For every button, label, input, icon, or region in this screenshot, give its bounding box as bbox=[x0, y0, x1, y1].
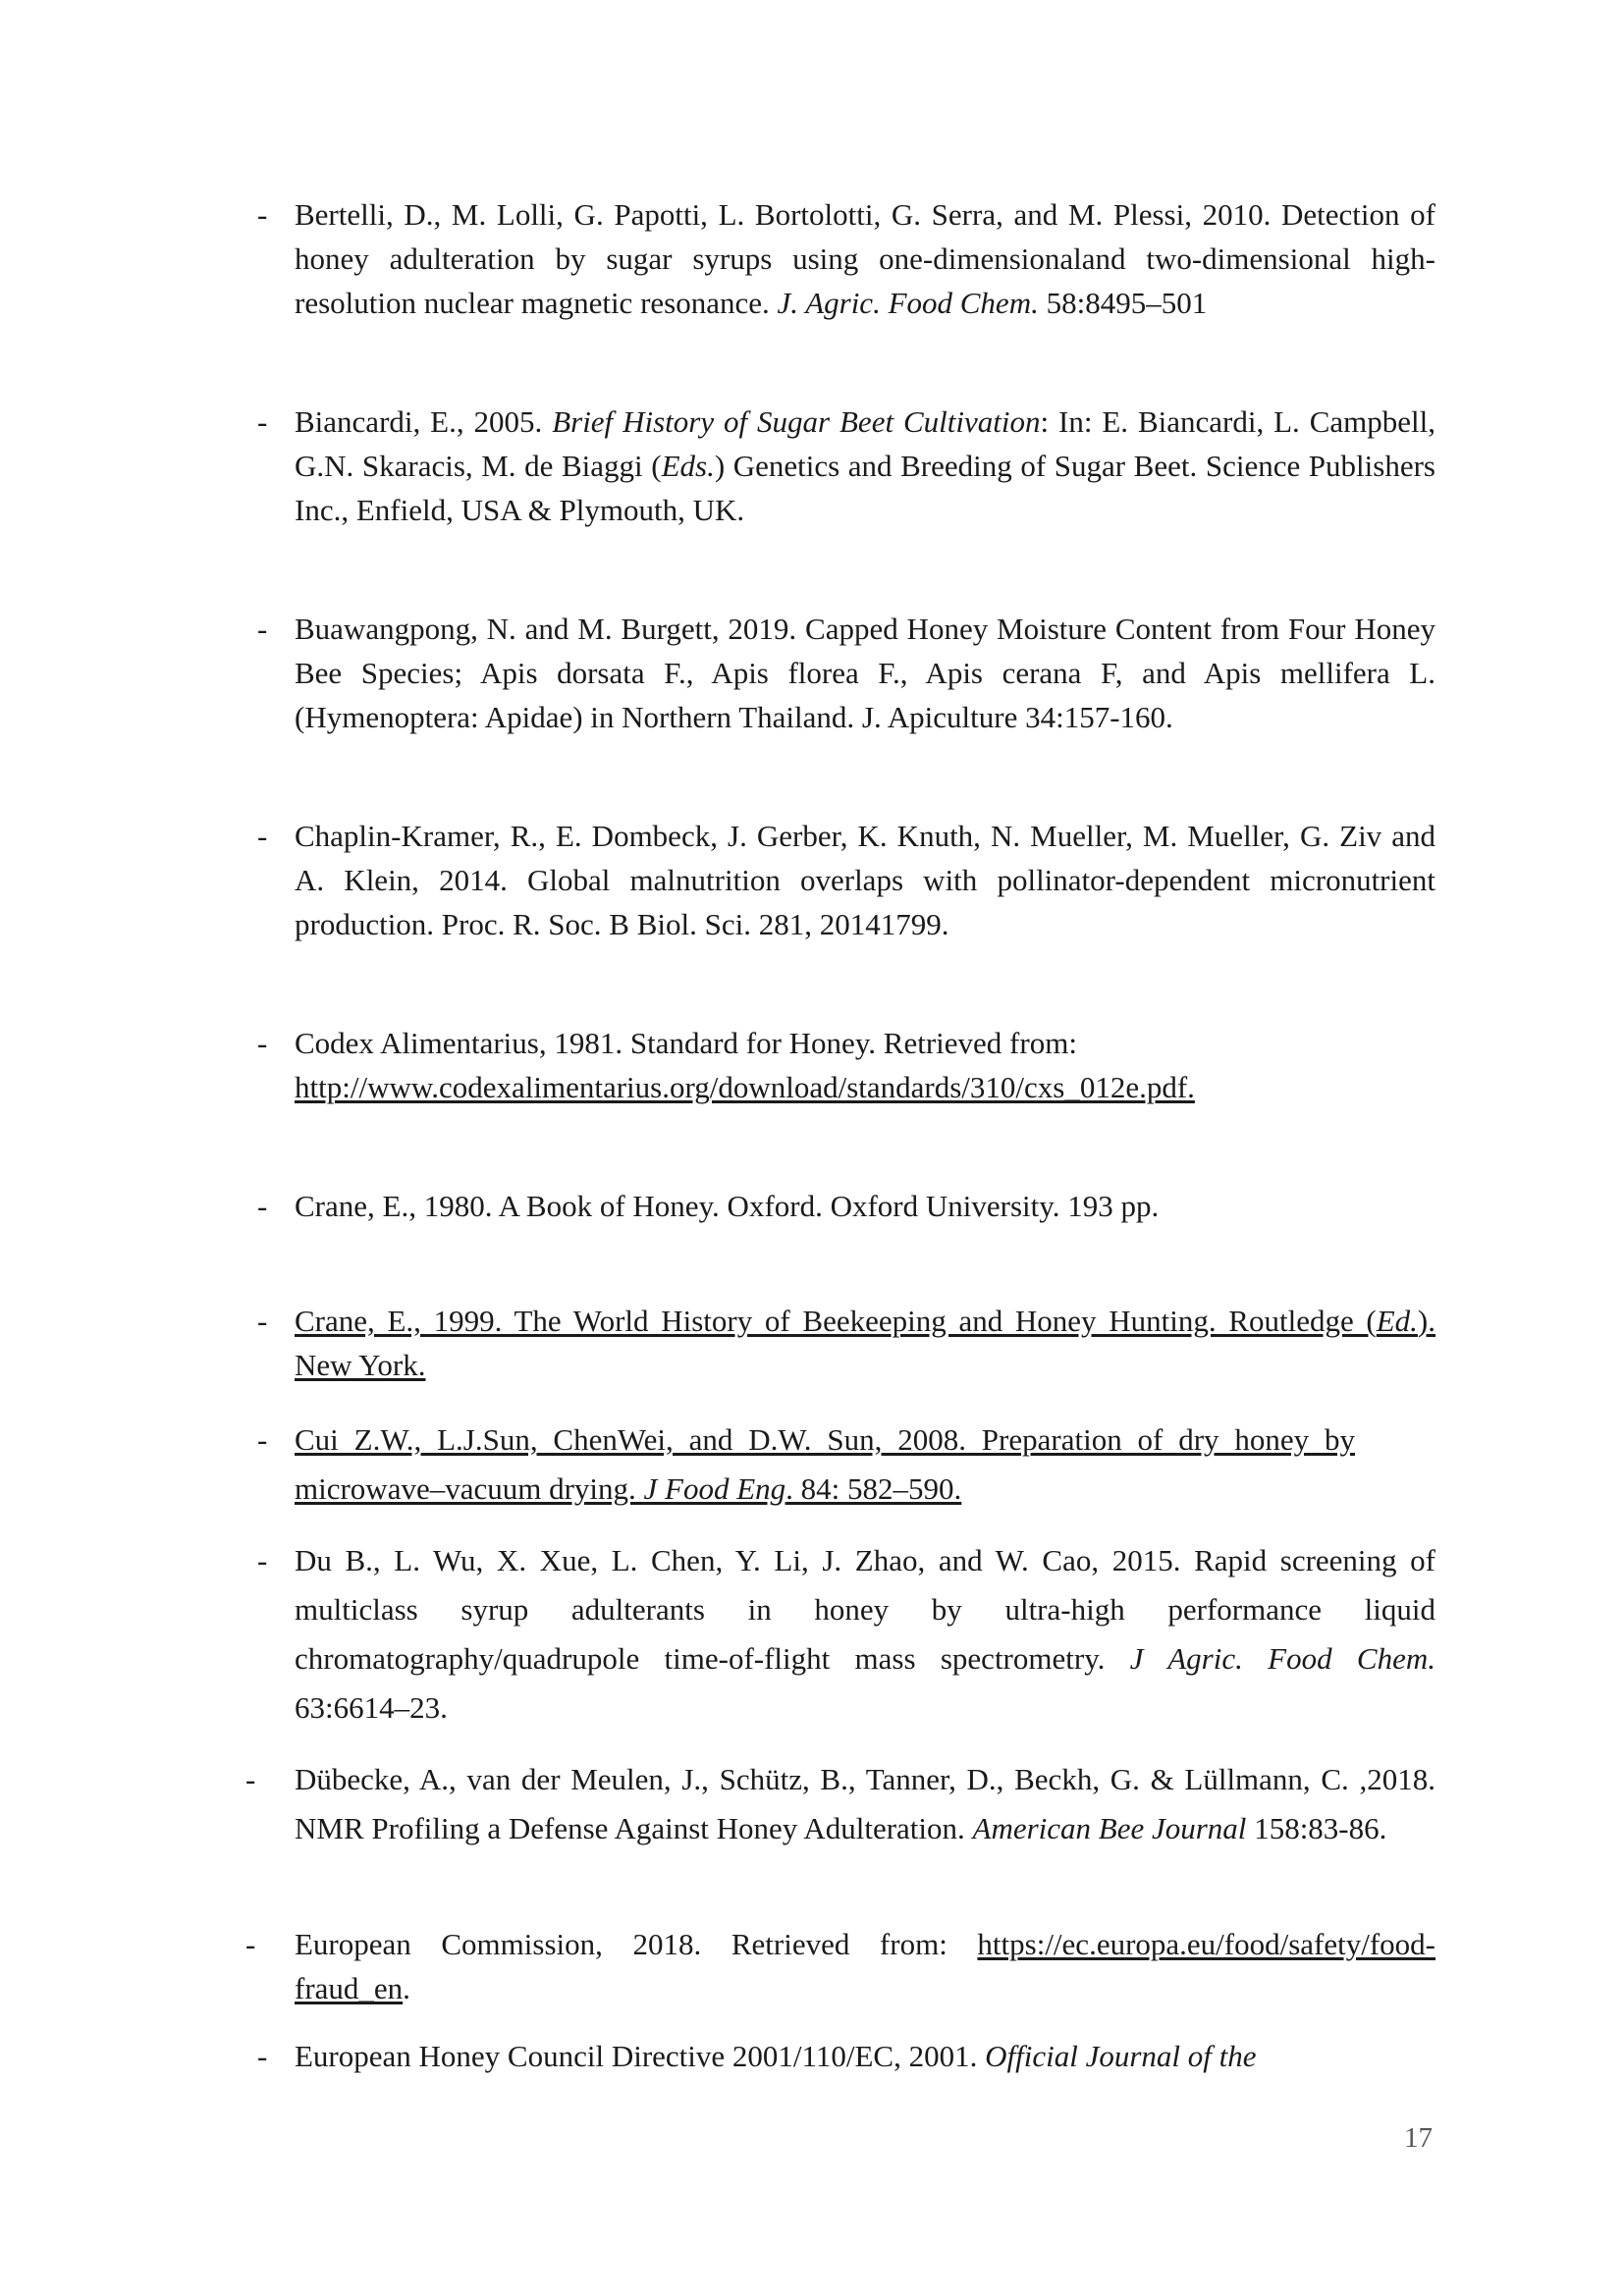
ec-food-fraud-link[interactable]: https://ec.europa.eu/food/safety/food-fraud_en bbox=[295, 1927, 1435, 2005]
list-dash: - bbox=[257, 197, 268, 232]
reference-crane-1980: - Crane, E., 1980. A Book of Honey. Oxford. Oxford University. 193 pp. bbox=[295, 1184, 1435, 1228]
list-dash: - bbox=[245, 1927, 256, 1961]
reference-codex: - Codex Alimentarius, 1981. Standard for Honey. Retrieved from: http://www.codexalimentarius.org/download/standards/310/cxs_012e.pdf. bbox=[295, 1021, 1435, 1109]
list-dash: - bbox=[257, 1422, 268, 1457]
list-dash: - bbox=[257, 1026, 268, 1060]
reference-dubecke: - Dübecke, A., van der Meulen, J., Schütz, B., Tanner, D., Beckh, G. & Lüllmann, C. ,2018. NMR Profiling a Defense Against Honey Adulteration. American Bee Journal 158:83-86. bbox=[295, 1755, 1435, 1853]
reference-du: - Du B., L. Wu, X. Xue, L. Chen, Y. Li, J. Zhao, and W. Cao, 2015. Rapid screening of multiclass syrup adulterants in honey by ultra-high performance liquid chromatography/quadrupole time-of-flight mass spectrometry. J Agric. Food Chem. 63:6614–23. bbox=[295, 1536, 1435, 1733]
list-dash: - bbox=[257, 819, 268, 853]
list-dash: - bbox=[257, 612, 268, 646]
reference-bertelli: - Bertelli, D., M. Lolli, G. Papotti, L. Bortolotti, G. Serra, and M. Plessi, 2010. Detection of honey adulteration by sugar syrups using one-dimensionaland two-dimensional high-resolution nuclear magnetic resonance. J. Agric. Food Chem. 58:8495–501 bbox=[295, 192, 1435, 325]
reference-european-commission: - European Commission, 2018. Retrieved from: https://ec.europa.eu/food/safety/food-fraud_en. bbox=[295, 1922, 1435, 2010]
page-number: 17 bbox=[1404, 2122, 1433, 2154]
list-dash: - bbox=[257, 1543, 268, 1577]
list-dash: - bbox=[257, 2039, 268, 2073]
reference-biancardi: - Biancardi, E., 2005. Brief History of Sugar Beet Cultivation: In: E. Biancardi, L. Campbell, G.N. Skaracis, M. de Biaggi (Eds.) Genetics and Breeding of Sugar Beet. Science Publishers Inc., Enfield, USA & Plymouth, UK. bbox=[295, 400, 1435, 532]
list-dash: - bbox=[245, 1762, 256, 1796]
reference-cui: - Cui Z.W., L.J.Sun, ChenWei, and D.W. Sun, 2008. Preparation of dry honey by microwave–vacuum drying. J Food Eng. 84: 582–590. bbox=[295, 1415, 1355, 1514]
reference-european-honey-council: - European Honey Council Directive 2001/110/EC, 2001. Official Journal of the bbox=[295, 2034, 1435, 2078]
reference-crane-1999: - Crane, E., 1999. The World History of Beekeeping and Honey Hunting. Routledge (Ed.). New York. bbox=[295, 1299, 1435, 1387]
list-dash: - bbox=[257, 1189, 268, 1223]
codex-link[interactable]: http://www.codexalimentarius.org/download/standards/310/cxs_012e.pdf. bbox=[295, 1070, 1195, 1104]
reference-buawangpong: - Buawangpong, N. and M. Burgett, 2019. Capped Honey Moisture Content from Four Honey Bee Species; Apis dorsata F., Apis florea F., Apis cerana F, and Apis mellifera L. (Hymenoptera: Apidae) in Northern Thailand. J. Apiculture 34:157-160. bbox=[295, 607, 1435, 739]
list-dash: - bbox=[257, 404, 268, 439]
list-dash: - bbox=[257, 1304, 268, 1338]
reference-chaplin-kramer: - Chaplin-Kramer, R., E. Dombeck, J. Gerber, K. Knuth, N. Mueller, M. Mueller, G. Ziv and A. Klein, 2014. Global malnutrition overlaps with pollinator-dependent micronutrient production. Proc. R. Soc. B Biol. Sci. 281, 20141799. bbox=[295, 814, 1435, 946]
